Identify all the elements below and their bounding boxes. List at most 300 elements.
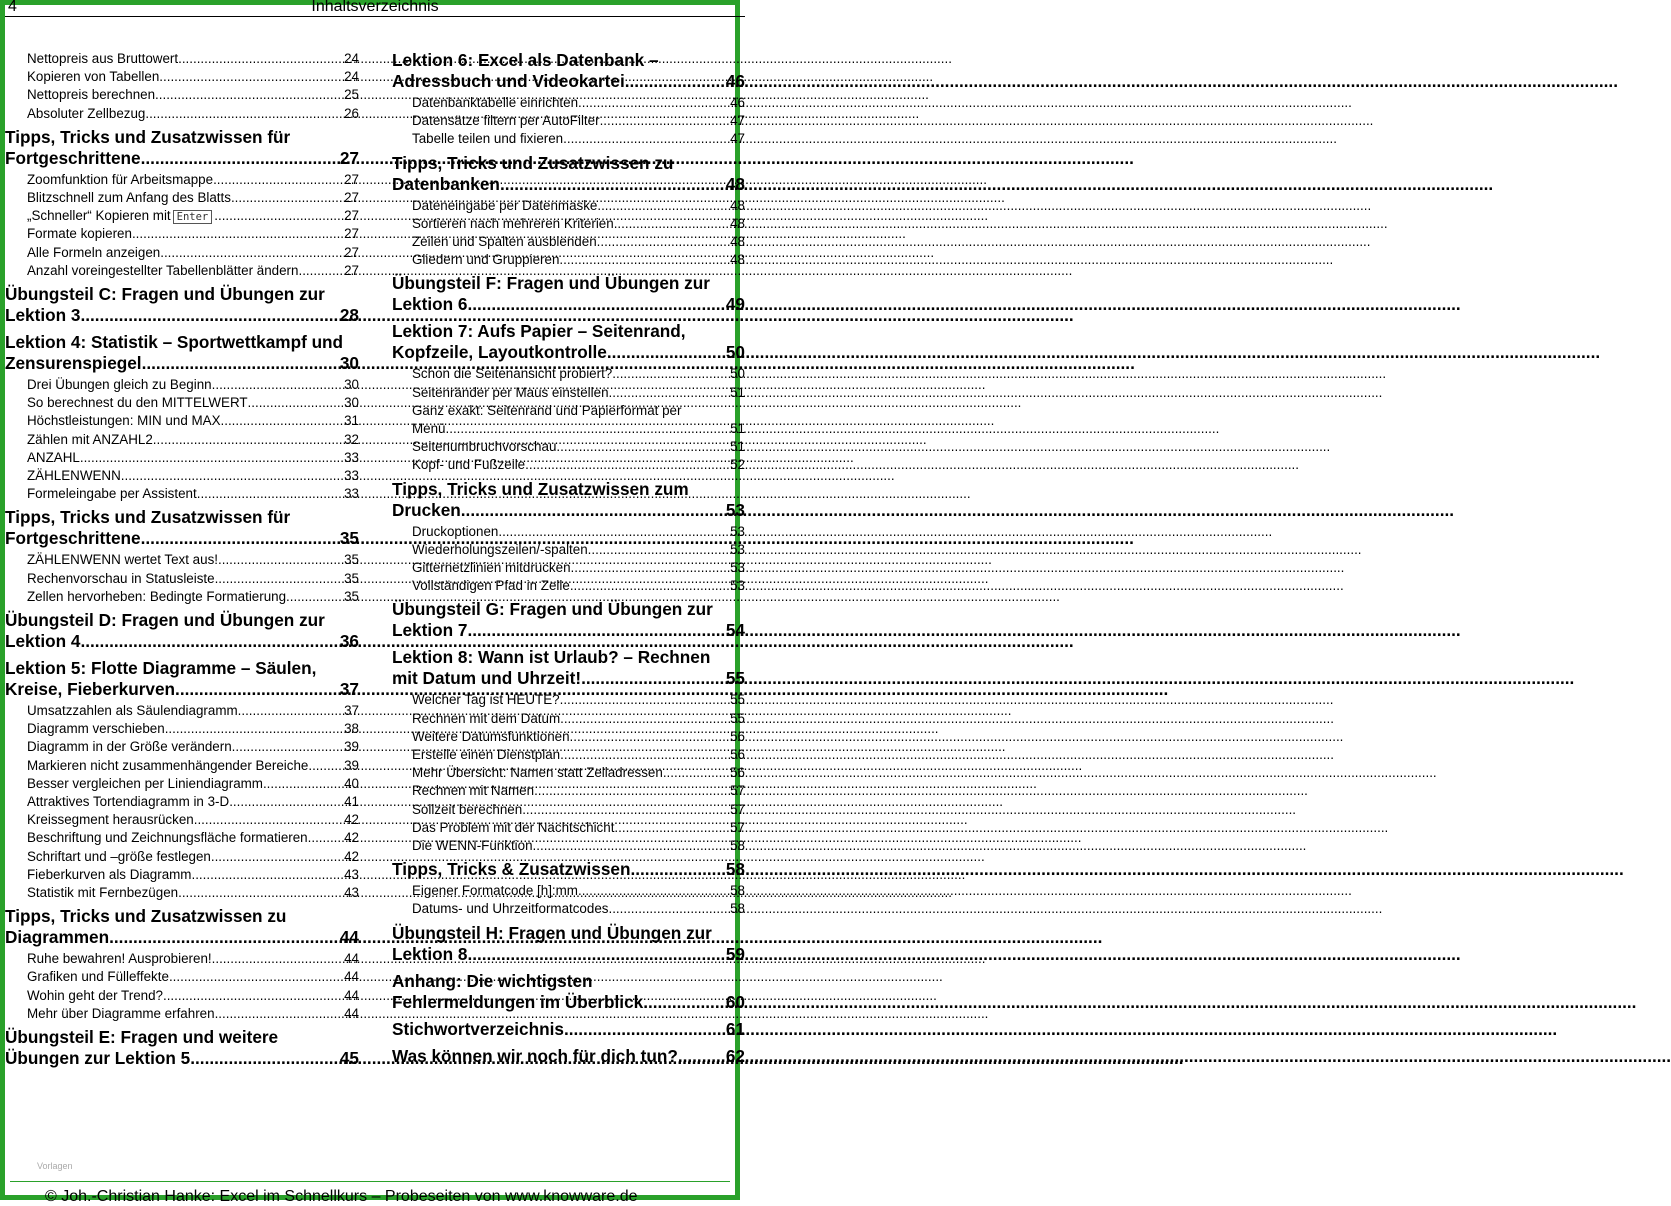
toc-entry-line <box>27 968 359 986</box>
toc-entry-title: Adressbuch und Videokartei <box>392 71 625 91</box>
toc-entry-title: Höchstleistungen: MIN und MAX <box>27 413 221 429</box>
toc-page-number: 53 <box>730 560 745 575</box>
toc-page-number: 49 <box>725 294 745 315</box>
toc-page-number: 47 <box>730 113 745 129</box>
toc-entry-title: Erstelle einen Dienstplan <box>412 747 561 762</box>
dot-leader <box>145 105 344 123</box>
dot-leader <box>221 412 345 430</box>
toc-page-number: 48 <box>730 234 745 249</box>
toc-heading-line <box>392 71 745 92</box>
dot-leader <box>467 294 725 315</box>
toc-heading-line <box>392 992 745 1013</box>
toc-page-number: 53 <box>730 541 745 557</box>
toc-entry-line <box>412 197 745 215</box>
toc-entry-title: Beschriftung und Zeichnungsfläche formatieren <box>27 830 308 846</box>
toc-page-number: 60 <box>725 991 745 1012</box>
toc-heading-line <box>392 153 745 174</box>
toc-entry-title: Fortgeschrittene <box>5 528 141 549</box>
toc-entry-line <box>27 793 359 811</box>
toc-heading-line <box>5 528 359 549</box>
toc-entry-line <box>412 420 745 438</box>
header-rule <box>5 16 745 17</box>
toc-entry-title: Tipps, Tricks und Zusatzwissen für <box>5 507 291 528</box>
toc-page-number: 55 <box>730 710 745 726</box>
toc-entry-line <box>27 987 359 1005</box>
dot-leader <box>498 523 730 541</box>
toc-entry-title: Tipps, Tricks und Zusatzwissen zum <box>392 478 689 499</box>
dot-leader <box>560 710 730 728</box>
dot-leader <box>556 438 730 456</box>
dot-leader <box>625 71 726 92</box>
dot-leader <box>218 551 344 569</box>
toc-entry-title: Eigener Formatcode [h]:mm <box>412 883 578 899</box>
toc-entry-title: Tipps, Tricks und Zusatzwissen für <box>5 126 291 147</box>
toc-entry-title: So berechnest du den MITTELWERT <box>27 395 248 411</box>
toc-entry-title: Lektion 5: Flotte Diagramme – Säulen, <box>5 658 317 678</box>
dot-leader <box>231 189 344 207</box>
toc-page-number: 44 <box>344 969 359 985</box>
dot-leader <box>609 384 731 402</box>
toc-page-number: 32 <box>344 431 359 447</box>
toc-entry-line <box>412 691 745 709</box>
toc-entry-title: Seitenränder per Maus einstellen <box>412 384 609 400</box>
toc-entry-title: Ruhe bewahren! Ausprobieren! <box>27 951 212 967</box>
toc-entry-line <box>27 811 359 829</box>
toc-entry-line <box>27 848 359 866</box>
dot-leader <box>608 900 730 918</box>
toc-entry-title: Schriftart und –größe festlegen <box>27 848 211 864</box>
dot-leader <box>643 992 726 1013</box>
toc-page-number: 35 <box>344 570 359 586</box>
toc-heading-line <box>5 1027 359 1048</box>
toc-page-number: 52 <box>730 457 745 473</box>
toc-entry-title: Kreissegment herausrücken <box>27 812 194 828</box>
dot-leader <box>570 728 731 746</box>
toc-heading-line <box>5 332 359 353</box>
toc-page-number: 31 <box>344 413 359 429</box>
toc-entry-title: Fehlermeldungen im Überblick <box>392 991 644 1012</box>
toc-entry-title: Weitere Datumsfunktionen <box>412 728 570 744</box>
toc-entry-line <box>412 900 745 918</box>
dot-leader <box>215 1005 345 1023</box>
toc-entry-line <box>412 764 745 782</box>
toc-heading-line <box>5 127 359 148</box>
toc-entry-title: Kopfzeile, Layoutkontrolle <box>392 342 607 363</box>
dot-leader <box>560 691 730 709</box>
toc-entry-title: ANZAHL <box>27 449 80 465</box>
toc-entry-line <box>412 456 745 474</box>
dot-leader <box>570 577 730 595</box>
toc-entry-line <box>412 402 745 420</box>
toc-heading-line <box>392 620 745 641</box>
toc-entry-line <box>412 523 745 541</box>
toc-page-number: 54 <box>725 620 745 641</box>
toc-heading-line <box>5 507 359 528</box>
toc-heading-line <box>5 610 359 631</box>
toc-page-number: 41 <box>344 794 359 809</box>
toc-page-number: 53 <box>730 578 745 594</box>
dot-leader <box>169 968 344 986</box>
toc-page-number: 42 <box>344 848 359 864</box>
toc-entry-title: Rechnen mit dem Datum <box>412 710 561 726</box>
toc-entry-title: „Schneller“ Kopieren mit <box>27 208 171 224</box>
toc-page-number: 39 <box>344 757 359 773</box>
toc-page-number: 27 <box>344 208 359 224</box>
toc-entry-title: ZÄHLENWENN wertet Text aus! <box>27 552 218 568</box>
toc-entry-line <box>27 757 359 775</box>
toc-entry-title: Grafiken und Fülleffekte <box>27 969 169 985</box>
toc-page-number: 58 <box>725 859 745 880</box>
toc-entry-line <box>27 189 359 207</box>
watermark-text: Vorlagen <box>37 1161 73 1171</box>
toc-entry-line <box>27 588 359 606</box>
toc-entry-title: Lektion 3 <box>5 305 81 325</box>
toc-page-number: 33 <box>344 468 359 483</box>
toc-entry-title: Rechnen mit Namen <box>412 783 535 799</box>
toc-entry-title: Statistik mit Fernbezügen <box>27 885 179 900</box>
toc-page-number: 26 <box>344 105 359 121</box>
toc-entry-line <box>27 702 359 720</box>
toc-heading-line <box>392 971 745 992</box>
dot-leader <box>159 68 344 86</box>
dot-leader <box>178 50 344 68</box>
toc-heading-line <box>5 906 359 927</box>
toc-page-number: 46 <box>730 95 745 110</box>
toc-page-number: 56 <box>730 765 745 781</box>
toc-entry-line <box>27 244 359 262</box>
toc-entry-line <box>27 449 359 467</box>
toc-entry-title: Sollzeit berechnen <box>412 801 523 817</box>
toc-entry-title: Rechenvorschau in Statusleiste <box>27 570 215 586</box>
toc-entry-line <box>412 728 745 746</box>
dot-leader <box>663 764 730 782</box>
toc-heading-line <box>392 859 745 880</box>
toc-entry-line <box>27 394 359 412</box>
toc-entry-line <box>27 86 359 104</box>
toc-entry-title: Stichwortverzeichnis <box>392 1018 564 1039</box>
toc-page-number: 42 <box>344 830 359 846</box>
toc-heading-line <box>392 174 745 195</box>
toc-page-number: 39 <box>344 739 359 755</box>
toc-entry-title: Sortieren nach mehreren Kriterien <box>412 215 614 231</box>
toc-entry-line <box>27 68 359 86</box>
toc-page-number: 38 <box>344 721 359 737</box>
toc-page-number: 27 <box>344 226 359 242</box>
toc-heading-line <box>392 944 745 965</box>
toc-page-number: 37 <box>344 703 359 718</box>
dot-leader <box>559 251 730 269</box>
toc-page-number: 47 <box>730 131 745 147</box>
toc-page-number: 53 <box>725 499 745 520</box>
toc-entry-title: Lektion 8: Wann ist Urlaub? – Rechnen <box>392 647 711 668</box>
toc-page-number: 27 <box>339 147 359 168</box>
dot-leader <box>560 746 730 764</box>
toc-heading-line <box>5 927 359 948</box>
dot-leader <box>132 225 344 243</box>
toc-entry-line <box>412 577 745 595</box>
toc-heading-line <box>392 668 745 689</box>
toc-entry-line <box>412 782 745 800</box>
toc-entry-line <box>27 570 359 588</box>
toc-entry-title: Vollständigen Pfad in Zelle <box>412 578 570 594</box>
dot-leader <box>522 801 730 819</box>
toc-entry-line <box>27 105 359 123</box>
dot-leader <box>80 305 339 326</box>
toc-page-number: 48 <box>730 215 745 231</box>
dot-leader <box>678 1046 726 1067</box>
toc-page-number: 58 <box>730 838 745 853</box>
dot-leader <box>263 775 344 793</box>
toc-page-number: 43 <box>344 866 359 882</box>
toc-entry-title: Schon die Seitenansicht probiert? <box>412 366 613 382</box>
toc-entry-title: Lektion 6 <box>392 294 468 315</box>
toc-entry-line <box>27 225 359 243</box>
toc-entry-title: Zellen hervorheben: Bedingte Formatierung <box>27 588 287 604</box>
toc-entry-title: Zeilen und Spalten ausblenden <box>412 234 597 249</box>
toc-entry-title: Tabelle teilen und fixieren <box>412 131 564 147</box>
toc-heading-line <box>5 305 359 326</box>
page-frame <box>0 0 745 1205</box>
toc-entry-title: Drucken <box>392 499 461 520</box>
toc-heading-line <box>392 599 745 620</box>
toc-page-number: 43 <box>344 885 359 900</box>
toc-entry-title: Diagramm in der Größe verändern <box>27 739 232 755</box>
toc-entry-title: Lektion 8 <box>392 943 468 964</box>
toc-page-number: 44 <box>344 951 359 967</box>
toc-entry-title: Anhang: Die wichtigsten <box>392 970 593 991</box>
toc-entry-line <box>27 467 359 485</box>
dot-leader <box>446 420 731 438</box>
toc-heading-line <box>5 148 359 169</box>
toc-entry-title: Kopf- und Fußzeile <box>412 457 526 473</box>
toc-entry-line <box>27 551 359 569</box>
toc-page-number: 48 <box>725 173 745 194</box>
dot-leader <box>80 449 344 467</box>
toc-entry-title: Zoomfunktion für Arbeitsmappe <box>27 171 214 187</box>
toc-entry-title: Übungsteil E: Fragen und weitere <box>5 1027 279 1047</box>
toc-entry-line <box>27 1005 359 1023</box>
toc-page-number: 30 <box>344 377 359 392</box>
dot-leader <box>153 431 344 449</box>
toc-page-number: 61 <box>725 1018 745 1039</box>
dot-leader <box>165 720 344 738</box>
dot-leader <box>211 848 344 866</box>
footer-rule <box>10 1181 730 1182</box>
toc-entry-line <box>412 438 745 456</box>
toc-entry-title: Ganz exakt: Seitenrand und Papierformat per <box>412 402 682 418</box>
toc-entry-line <box>27 412 359 430</box>
toc-page-number: 24 <box>344 69 359 85</box>
toc-page-number: 51 <box>730 439 745 455</box>
toc-entry-title: Übungsteil H: Fragen und Übungen zur <box>392 922 712 943</box>
toc-page-number: 57 <box>730 783 745 799</box>
toc-entry-title: Dateneingabe per Datenmaske <box>412 197 598 213</box>
toc-page-number: 50 <box>725 342 745 363</box>
dot-leader <box>525 456 730 474</box>
toc-entry-title: Tipps, Tricks und Zusatzwissen zu <box>5 906 287 927</box>
dot-leader <box>229 793 344 811</box>
toc-entry-title: Drei Übungen gleich zu Beginn <box>27 377 212 392</box>
toc-entry-line <box>412 251 745 269</box>
toc-entry-title: Die WENN-Funktion <box>412 838 533 853</box>
dot-leader <box>533 837 731 855</box>
toc-heading-line <box>392 647 745 668</box>
toc-page-number: 57 <box>730 819 745 835</box>
toc-entry-title: Mehr Übersicht: Namen statt Zelladressen <box>412 765 663 781</box>
toc-entry-title: Datums- und Uhrzeitformatcodes <box>412 901 609 917</box>
dot-leader <box>160 244 344 262</box>
toc-entry-title: Absoluter Zellbezug <box>27 105 146 121</box>
toc-page-number: 55 <box>730 692 745 708</box>
toc-entry-title: Übungsteil C: Fragen und Übungen zur <box>5 284 325 304</box>
toc-page-number: 27 <box>344 190 359 205</box>
dot-leader <box>563 130 730 148</box>
toc-heading-line <box>392 342 745 363</box>
toc-entry-title: Übungsteil F: Fragen und Übungen zur <box>392 273 710 294</box>
toc-entry-title: Alle Formeln anzeigen <box>27 244 161 260</box>
toc-entry-line <box>412 710 745 728</box>
toc-entry-line <box>27 207 359 225</box>
dot-leader <box>597 197 730 215</box>
dot-leader <box>564 1019 726 1040</box>
toc-entry-title: Zensurenspiegel <box>5 353 142 373</box>
toc-page-number: 35 <box>339 528 359 549</box>
dot-leader <box>178 884 344 902</box>
toc-entry-title: Lektion 6: Excel als Datenbank – <box>392 50 659 70</box>
toc-entry-line <box>27 950 359 968</box>
dot-leader <box>571 559 731 577</box>
toc-entry-title: Datenbanken <box>392 173 500 194</box>
toc-page-number: 55 <box>725 668 745 689</box>
toc-entry-line <box>27 376 359 394</box>
dot-leader <box>500 174 726 195</box>
toc-entry-title: Was können wir noch für dich tun? <box>392 1045 678 1066</box>
toc-page-number: 28 <box>339 305 359 325</box>
toc-entry-title: Gitternetzlinien mitdrucken <box>412 560 571 575</box>
toc-entry-line <box>412 541 745 559</box>
enter-key-icon: Enter <box>173 210 213 224</box>
toc-entry-title: Seitenumbruchvorschau <box>412 439 557 455</box>
dot-leader <box>155 86 344 104</box>
dot-leader <box>614 215 730 233</box>
dot-leader <box>215 570 345 588</box>
toc-entry-line <box>27 262 359 280</box>
toc-entry-line <box>412 215 745 233</box>
toc-entry-line <box>27 485 359 503</box>
dot-leader <box>141 148 340 169</box>
toc-entry-line <box>412 559 745 577</box>
dot-leader <box>614 819 730 837</box>
toc-entry-title: Datenbanktabelle einrichten <box>412 95 579 110</box>
toc-entry-title: Lektion 7: Aufs Papier – Seitenrand, <box>392 321 686 342</box>
toc-entry-title: Besser vergleichen per Liniendiagramm <box>27 775 263 791</box>
toc-entry-line <box>27 720 359 738</box>
toc-page-number: 58 <box>730 901 745 917</box>
dot-leader <box>109 927 340 948</box>
dot-leader <box>80 631 339 652</box>
toc-entry-title: Attraktives Tortendiagramm in 3-D <box>27 794 230 809</box>
toc-entry-title: Mehr über Diagramme erfahren <box>27 1005 215 1021</box>
toc-entry-line <box>412 233 745 251</box>
dot-leader <box>467 620 725 641</box>
page-number: 4 <box>8 0 17 15</box>
toc-entry-title: Menü <box>412 421 446 436</box>
toc-entry-line <box>412 94 745 112</box>
toc-page-number: 57 <box>730 801 745 817</box>
toc-page-number: 44 <box>344 987 359 1003</box>
toc-page-number: 56 <box>730 747 745 762</box>
toc-entry-title: Lektion 4 <box>5 631 81 651</box>
dot-leader <box>308 757 344 775</box>
toc-page-number: 40 <box>344 775 359 791</box>
dot-leader <box>163 987 344 1005</box>
dot-leader <box>141 528 340 549</box>
toc-page-number: 25 <box>344 87 359 103</box>
dot-leader <box>298 262 344 280</box>
dot-leader <box>194 811 344 829</box>
toc-entry-title: Lektion 7 <box>392 620 468 641</box>
toc-entry-title: Fortgeschrittene <box>5 147 141 168</box>
dot-leader <box>121 467 344 485</box>
dot-leader <box>597 233 730 251</box>
toc-page-number: 44 <box>339 927 359 948</box>
toc-entry-line <box>27 884 359 902</box>
toc-page-number: 33 <box>344 449 359 465</box>
toc-entry-title: Umsatzzahlen als Säulendiagramm <box>27 703 238 718</box>
toc-entry-line <box>412 746 745 764</box>
dot-leader <box>142 353 340 374</box>
toc-entry-title: Nettopreis berechnen <box>27 87 156 103</box>
toc-page-number: 44 <box>344 1005 359 1021</box>
toc-entry-line <box>27 829 359 847</box>
toc-heading-line <box>5 353 359 374</box>
dot-leader <box>612 365 730 383</box>
toc-entry-line <box>412 837 745 855</box>
toc-entry-line <box>412 801 745 819</box>
dot-leader <box>588 541 730 559</box>
toc-page-number: 35 <box>344 588 359 604</box>
dot-leader <box>212 376 344 394</box>
toc-page-number: 37 <box>339 679 359 699</box>
toc-entry-title: Datensätze filtern per AutoFilter <box>412 113 600 129</box>
toc-page-number: 45 <box>339 1048 359 1068</box>
dot-leader <box>578 94 730 112</box>
toc-heading-line <box>392 1019 745 1040</box>
toc-page-number: 58 <box>730 883 745 899</box>
toc-entry-title: Tipps, Tricks und Zusatzwissen zu <box>392 152 674 173</box>
toc-entry-title: mit Datum und Uhrzeit! <box>392 668 582 689</box>
dot-leader <box>238 702 344 720</box>
toc-heading-line <box>392 1046 745 1067</box>
toc-entry-line <box>412 384 745 402</box>
toc-entry-title: Übungsteil D: Fragen und Übungen zur <box>5 610 325 630</box>
dot-leader <box>461 500 726 521</box>
toc-heading-line <box>5 1048 359 1069</box>
page-title: Inhaltsverzeichnis <box>311 0 439 15</box>
toc-entry-line <box>27 50 359 68</box>
dot-leader <box>607 342 726 363</box>
toc-page-number: 53 <box>730 523 745 539</box>
dot-leader <box>248 394 345 412</box>
toc-heading-line <box>392 923 745 944</box>
dot-leader <box>175 679 340 700</box>
toc-entry-line <box>412 130 745 148</box>
toc-page-number: 42 <box>344 812 359 828</box>
toc-page-number: 59 <box>725 943 745 964</box>
toc-entry-title: Druckoptionen <box>412 523 499 539</box>
dot-leader <box>190 1048 340 1069</box>
toc-entry-title: Fieberkurven als Diagramm <box>27 866 192 882</box>
